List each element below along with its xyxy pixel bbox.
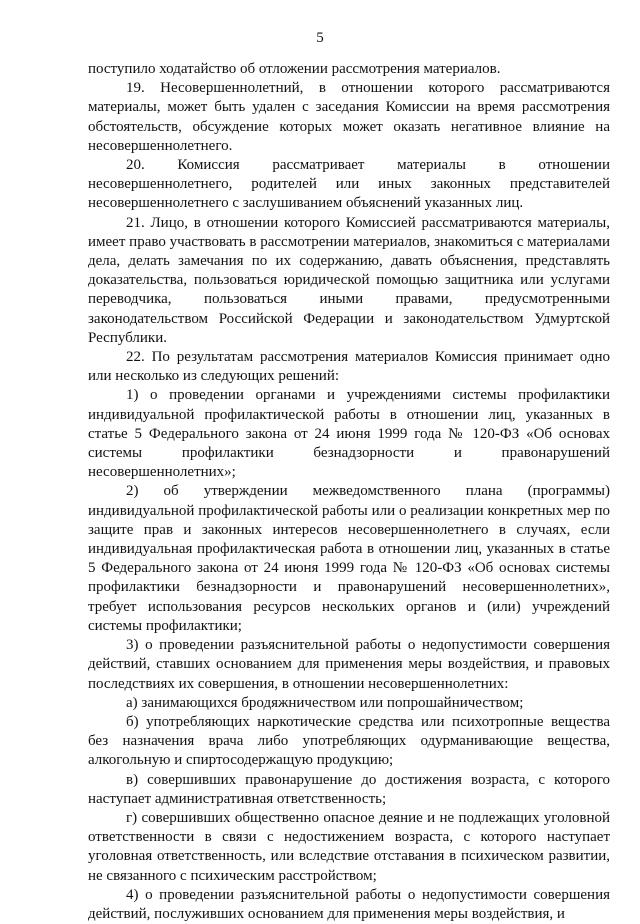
list-item-3: 3) о проведении разъяснительной работы о недопустимости совершения действий, ставших основанием для применения меры воздействия, и правовых последствиях их совершения, в отношении несовершеннолетних: [88,637,610,692]
paragraph-continuation: поступило ходатайство об отложении рассмотрения материалов. [88,61,501,77]
list-item-1: 1) о проведении органами и учреждениями системы профилактики индивидуальной профилактической работы в отношении лиц, указанных в статье 5 Федерального закона от 24 июня 1999 года № 120-ФЗ «Об основах системы профилактики безнадзорности и правонарушений несовершеннолетних»; [88,387,610,481]
list-item-2: 2) об утверждении межведомственного плана (программы) индивидуальной профилактической работы или о реализации конкретных мер по защите прав и законных интересов несовершеннолетнего в случаях, если индивидуальная профилактическая работа в отношении лиц, указанных в статье 5 Федерального закона от 24 июня 1999 года № 120-ФЗ «Об основах системы профилактики безнадзорности и правонарушений несовершеннолетних», требует использования ресурсов нескольких органов и (или) учреждений системы профилактики; [88,483,610,634]
sub-item-g: г) совершивших общественно опасное деяние и не подлежащих уголовной ответственности в связи с недостижением возраста, с которого наступает уголовная ответственность, или вследствие отставания в психическом развитии, не связанного с психическим расстройством; [88,809,610,884]
sub-item-v: в) совершивших правонарушение до достижения возраста, с которого наступает административная ответственность; [88,771,610,807]
sub-item-b: б) употребляющих наркотические средства или психотропные вещества без назначения врача либо употребляющих одурманивающие вещества, алкогольную и спиртосодержащую продукцию; [88,713,610,769]
paragraph-21: 21. Лицо, в отношении которого Комиссией рассматриваются материалы, имеет право участвовать в рассмотрении материалов, знакомиться с материалами дела, делать замечания по их содержанию, давать объяснения, представлять доказательства, пользоваться юридической помощью защитника или услугами переводчика, пользоваться иными правами, предусмотренными законодательством Российской Федерации и законодательством Удмуртской Республики. [88,214,610,346]
page-number: 5 [316,30,324,46]
list-item-4: 4) о проведении разъяснительной работы о недопустимости совершения действий, послуживших основанием для применения меры воздействия, и [88,886,610,922]
document-body [88,60,610,924]
paragraph-20: 20. Комиссия рассматривает материалы в отношении несовершеннолетнего, родителей или иных законных представителей несовершеннолетнего с заслушиванием объяснений указанных лиц. [88,157,610,212]
paragraph-22: 22. По результатам рассмотрения материалов Комиссия принимает одно или несколько из следующих решений: [88,349,610,385]
paragraph-19: 19. Несовершеннолетний, в отношении которого рассматриваются материалы, может быть удален с заседания Комиссии на время рассмотрения обстоятельств, обсуждение которых может оказать негативное влияние на несовершеннолетнего. [88,80,610,154]
sub-item-a: а) занимающихся бродяжничеством или попрошайничеством; [126,694,524,711]
